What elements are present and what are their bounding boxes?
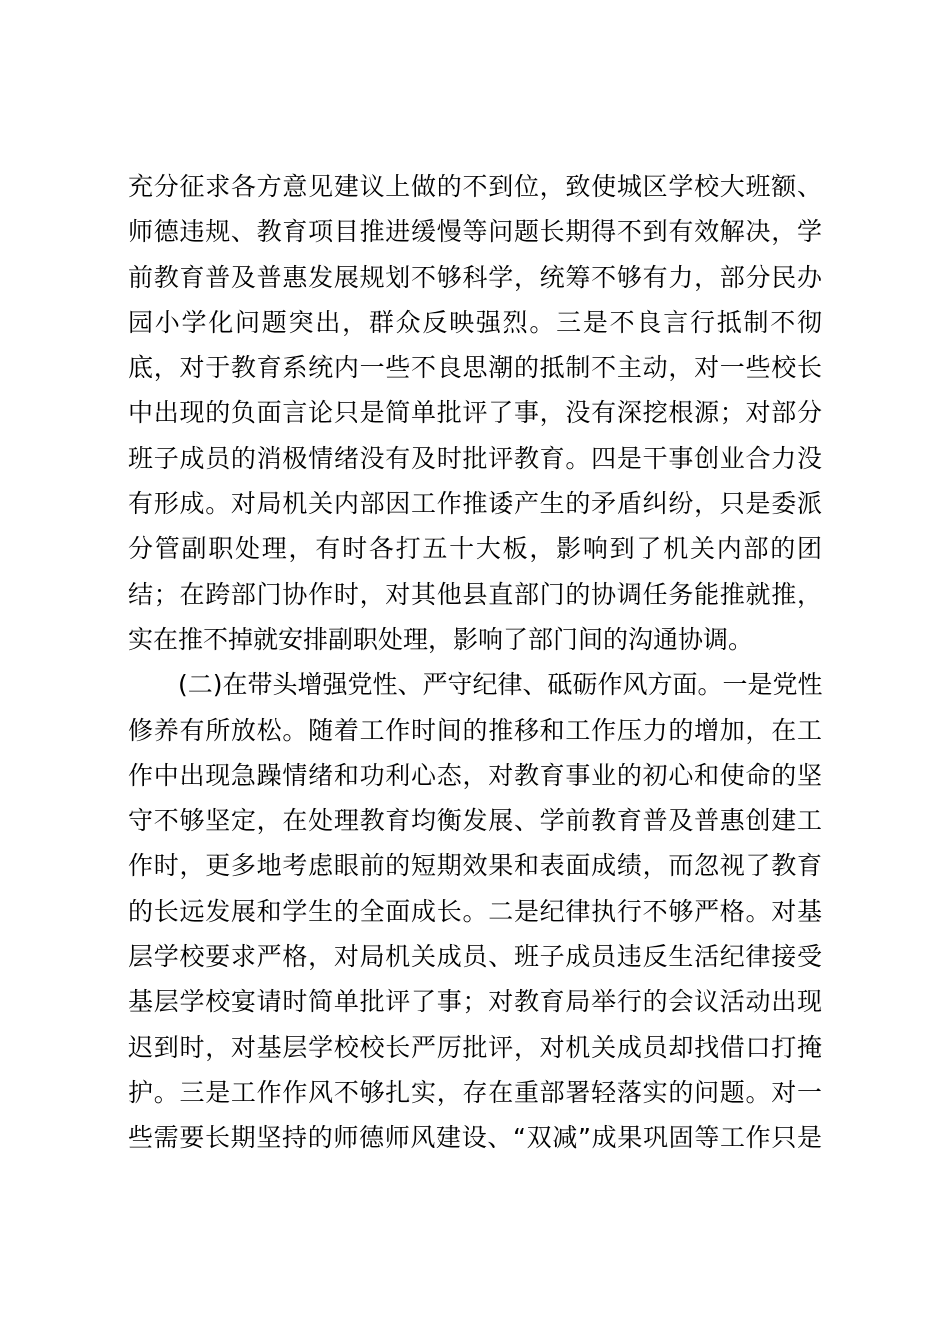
text-line: [128, 1025, 822, 1070]
text-line: [128, 843, 822, 888]
text-line: [128, 889, 822, 934]
line-text: 层学校要求严格，对局机关成员、班子成员违反生活纪律接受: [128, 942, 822, 972]
text-line: [128, 300, 822, 345]
line-text: 结；在跨部门协作时，对其他县直部门的协调任务能推就推，: [128, 579, 822, 609]
text-line: [128, 753, 822, 798]
line-text: 守不够坚定，在处理教育均衡发展、学前教育普及普惠创建工: [128, 806, 822, 836]
line-text: 前教育普及普惠发展规划不够科学，统筹不够有力，部分民办: [128, 262, 822, 292]
line-text: 中出现的负面言论只是简单批评了事，没有深挖根源；对部分: [128, 398, 822, 428]
text-line: [128, 979, 822, 1024]
line-text: 园小学化问题突出，群众反映强烈。三是不良言行抵制不彻: [128, 307, 822, 337]
line-text: 的长远发展和学生的全面成长。二是纪律执行不够严格。对基: [128, 896, 822, 926]
line-text: 充分征求各方意见建议上做的不到位，致使城区学校大班额、: [128, 172, 822, 201]
document-page: [128, 164, 822, 1161]
line-text: 底，对于教育系统内一些不良思潮的抵制不主动，对一些校长: [128, 353, 822, 383]
line-text: 分管副职处理，有时各打五十大板，影响到了机关内部的团: [128, 534, 822, 564]
text-line: [128, 209, 822, 254]
text-line: [128, 798, 822, 843]
line-text: 实在推不掉就安排副职处理，影响了部门间的沟通协调。: [128, 624, 754, 654]
line-text: 修养有所放松。随着工作时间的推移和工作压力的增加，在工: [128, 715, 822, 745]
text-line: [128, 345, 822, 390]
line-text: 迟到时，对基层学校校长严厉批评，对机关成员却找借口打掩: [128, 1032, 822, 1062]
text-line: [128, 526, 822, 571]
line-text: 基层学校宴请时简单批评了事；对教育局举行的会议活动出现: [128, 987, 822, 1017]
text-line: [128, 708, 822, 753]
text-line: [128, 481, 822, 526]
line-text: 师德违规、教育项目推进缓慢等问题长期得不到有效解决，学: [128, 217, 822, 247]
line-text: (二)在带头增强党性、严守纪律、砥砺作风方面。一是党性: [178, 670, 823, 700]
line-text: 作中出现急躁情绪和功利心态，对教育事业的初心和使命的坚: [128, 760, 822, 790]
paragraph-heading-line: [128, 662, 822, 707]
text-line: [128, 617, 822, 662]
text-line: [128, 164, 822, 209]
line-text: 作时，更多地考虑眼前的短期效果和表面成绩，而忽视了教育: [128, 851, 822, 881]
text-line: [128, 436, 822, 481]
text-line: [128, 255, 822, 300]
text-line: [128, 1070, 822, 1115]
line-text: 护。三是工作作风不够扎实，存在重部署轻落实的问题。对一: [128, 1077, 822, 1107]
text-line: [128, 934, 822, 979]
text-line: [128, 1115, 822, 1160]
line-text: 些需要长期坚持的师德师风建设、“双减”成果巩固等工作只是: [128, 1123, 822, 1153]
text-line: [128, 572, 822, 617]
line-text: 班子成员的消极情绪没有及时批评教育。四是干事创业合力没: [128, 443, 822, 473]
line-text: 有形成。对局机关内部因工作推诿产生的矛盾纠纷，只是委派: [128, 489, 822, 519]
text-line: [128, 390, 822, 435]
